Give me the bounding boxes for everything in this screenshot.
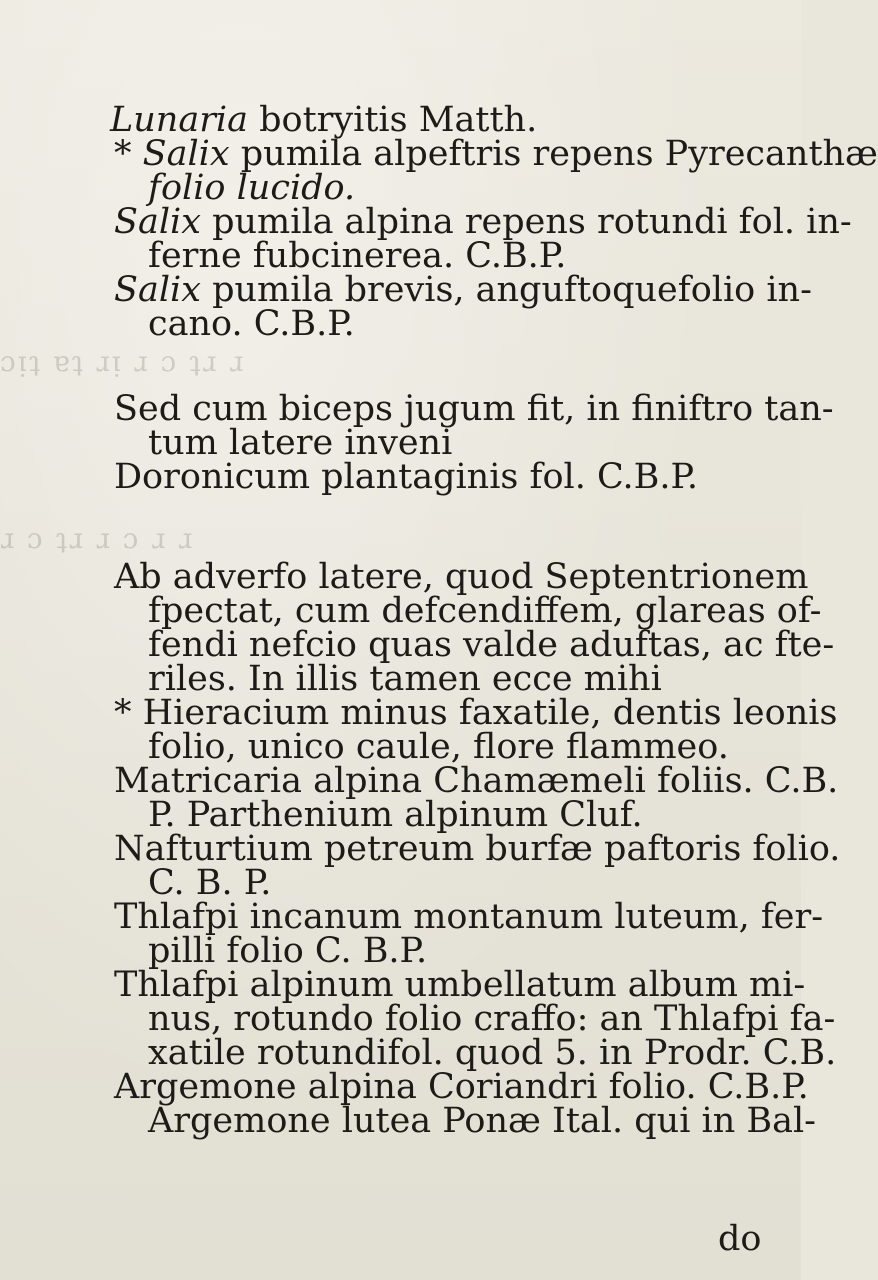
plant-name: Thlafpi [114,965,239,1005]
text: incanum montanum luteum, fer- [238,897,824,937]
line-25 [148,1033,837,1073]
text: pumila alpina repens rotundi fol. in- [200,202,852,242]
line-24 [148,999,836,1039]
text: ferne fubcinerea. C.B.P. [148,236,567,276]
line-8 [114,389,834,429]
line-23 [114,965,806,1005]
text: Sed cum biceps jugum fit, in finiftro tan- [114,389,834,429]
line-2 [114,134,878,174]
asterisk-marker: * [114,134,143,174]
plant-name: Argemone [148,1101,331,1141]
asterisk-marker: * [114,693,143,733]
plant-name: Doronicum [114,457,311,497]
line-3 [148,168,356,208]
text: fpectat, cum defcendiffem, glareas of- [148,591,822,631]
plant-name: Salix [114,202,201,242]
text: alpina Coriandri folio. C.B.P. [296,1067,809,1107]
line-14 [148,659,662,699]
line-21 [114,897,824,937]
text: tum latere inveni [148,423,453,463]
line-7 [148,304,355,344]
bleed-text-2: ɹ ɔ ʇɹ ɹ ɔ ɹ ɹ [0,522,195,555]
line-4 [114,202,852,242]
line-27 [148,1101,816,1141]
text: fendi nefcio quas valde aduftas, ac fte- [148,625,835,665]
text: folio lucido. [148,168,356,208]
text: Ab adverfo latere, quod Septentrionem [114,557,809,597]
bleed-through-1 [0,345,801,379]
text: minus faxatile, dentis leonis [329,693,838,733]
text: pilli folio C. B.P. [148,931,428,971]
text: C. B. P. [148,863,272,903]
plant-name: Salix [142,134,230,174]
plant-name: Nafturtium [114,829,313,869]
line-11 [114,557,809,597]
line-5 [148,236,567,276]
line-9 [148,423,453,463]
line-19 [114,829,841,869]
plant-name: Lunaria [110,100,248,140]
line-22 [148,931,428,971]
plant-name: Thlafpi [114,897,239,937]
text: pumila brevis, anguftoquefolio in- [200,270,812,310]
text: cano. C.B.P. [148,304,355,344]
text: xatile rotundifol. quod 5. in Prodr. C.B. [148,1033,837,1073]
catchword-text: do [718,1219,762,1259]
plant-name: Hieracium [142,693,330,733]
text: lutea Ponæ Ital. qui in Bal- [330,1101,816,1141]
text: plantaginis fol. C.B.P. [310,457,699,497]
text: riles. In illis tamen ecce mihi [148,659,662,699]
text: nus, rotundo folio craffo: an Thlafpi fa- [148,999,836,1039]
line-16 [148,727,729,767]
catchword [718,1219,762,1259]
bleed-text-1: ɔᴉʇ ɐʇ ɹᴉ ɹ ɔ ʇɹ ɹ [0,345,246,378]
line-26 [114,1067,809,1107]
text: folio, unico caule, flore flammeo. [148,727,729,767]
line-18 [148,795,643,835]
plant-name: Argemone [114,1067,297,1107]
plant-name: Salix [114,270,201,310]
line-20 [148,863,272,903]
line-13 [148,625,835,665]
text: alpina Chamæmeli foliis. C.B. [301,761,839,801]
line-12 [148,591,822,631]
text: pumila alpeftris repens Pyrecanthæ [229,134,878,174]
line-15 [114,693,838,733]
text: P. Parthenium alpinum Cluf. [148,795,643,835]
line-6 [114,270,812,310]
text: petreum burfæ paftoris folio. [312,829,841,869]
plant-name: Matricaria [114,761,302,801]
text: alpinum umbellatum album mi- [238,965,806,1005]
line-1 [110,100,538,140]
author: botryitis Matth. [259,100,538,140]
line-17 [114,761,839,801]
line-10 [114,457,699,497]
bleed-through-2 [0,522,801,556]
